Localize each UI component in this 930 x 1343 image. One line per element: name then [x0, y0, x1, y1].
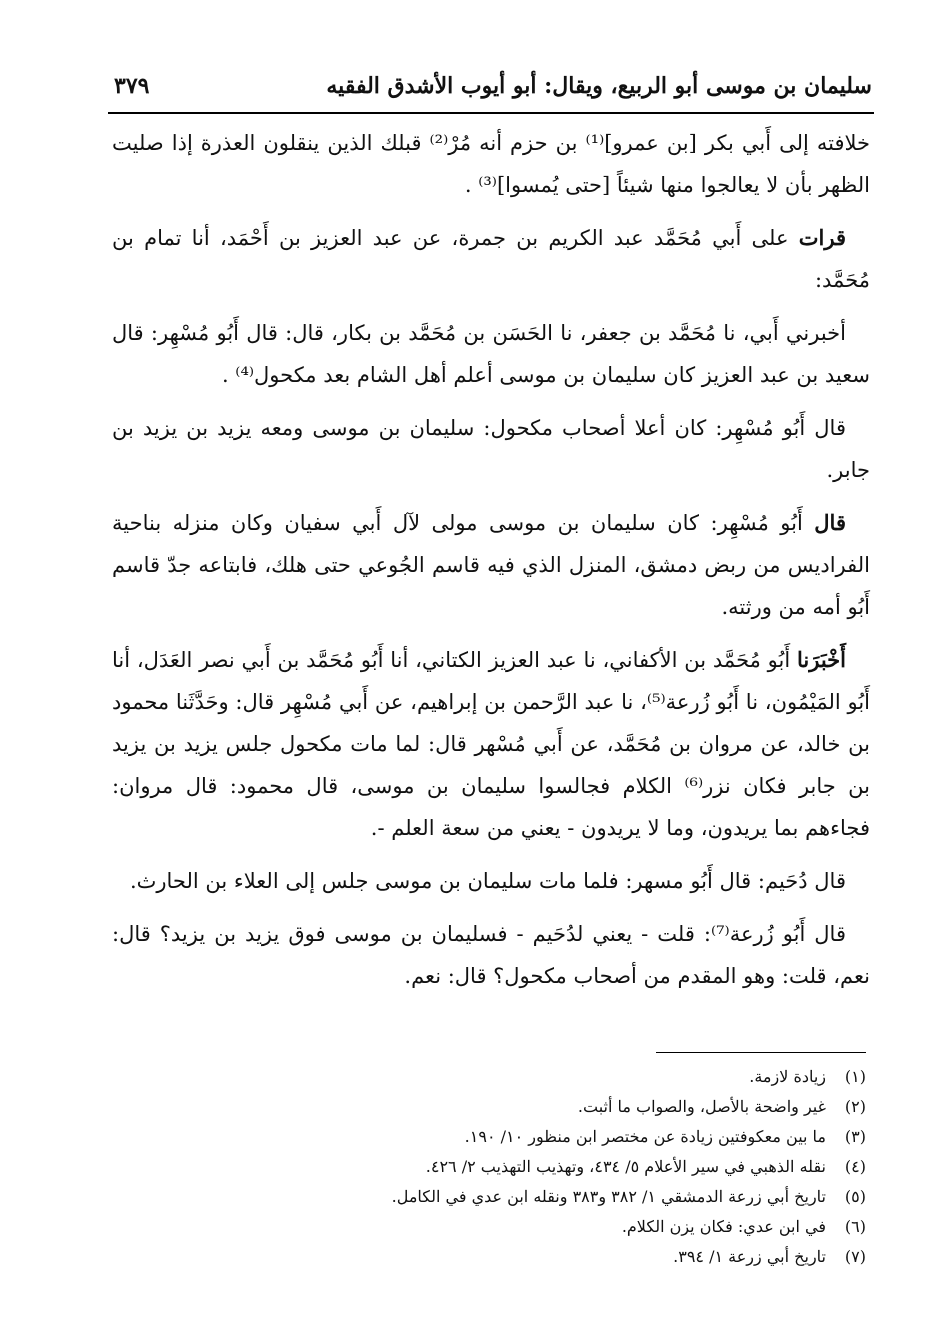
- running-header: [108, 68, 874, 114]
- paragraph-text: أَبُو مُحَمَّد بن الأكفاني، نا عبد العزيز الكتاني، أنا أَبُو مُحَمَّد بن أَبي نصر العَدَل، أنا أَبُو المَيْمُون، نا أَبُو زُرعة⁽⁵⁾، نا عبد الرَّحمن بن إبراهيم، عن أَبي مُسْهِر قال: وحَدَّثَنا محمود بن خالد، عن مروان بن مُحَمَّد، عن أَبي مُسْهر قال: لما مات مكحول جلس يزيد بن يزيد بن جابر فكان نزر⁽⁶⁾ الكلام فجالسوا سليمان بن موسى، قال محمود: قال مروان: فجاءهم بما يريدون، وما لا يريدون - يعني من سعة العلم -.: [112, 648, 870, 840]
- paragraph: [112, 407, 870, 491]
- footnote: [166, 1242, 866, 1272]
- paragraph: [112, 502, 870, 628]
- paragraph: [112, 312, 870, 396]
- footnote: [166, 1212, 866, 1242]
- paragraph-text: أَبُو مُسْهِر: كان سليمان بن موسى مولى لآل أَبي سفيان وكان منزله بناحية الفراديس من ربض دمشق، المنزل الذي فيه قاسم الجُوعي حتى هلك، فابتاعه جدّ قاسم أَبُو أمه من ورثته.: [112, 511, 870, 619]
- footnote-separator: [656, 1052, 866, 1053]
- paragraph: [112, 913, 870, 997]
- footnote-number: (١): [844, 1067, 866, 1086]
- footnote-number: (٧): [844, 1247, 866, 1266]
- paragraph-text: خلافته إلى أَبي بكر [بن عمرو]⁽¹⁾ بن حزم أنه مُرْ⁽²⁾ قبلك الذين ينقلون العذرة إذا صليت الظهر بأن لا يعالجوا منها شيئاً [حتى يُمسوا]⁽³⁾ .: [112, 131, 870, 197]
- paragraph: [112, 122, 870, 206]
- footnote-text: نقله الذهبي في سير الأعلام ٥/ ٤٣٤، وتهذيب التهذيب ٢/ ٤٢٦.: [425, 1157, 826, 1176]
- footnote: [166, 1092, 866, 1122]
- footnote-number: (٤): [844, 1157, 866, 1176]
- paragraph-text: قال أَبُو مُسْهِر: كان أعلا أصحاب مكحول: سليمان بن موسى ومعه يزيد بن يزيد بن جابر.: [112, 416, 870, 482]
- footnote-number: (٥): [844, 1187, 866, 1206]
- footnote-number: (٢): [844, 1097, 866, 1116]
- paragraph: [112, 639, 870, 849]
- footnote: [166, 1182, 866, 1212]
- footnote: [166, 1062, 866, 1092]
- footnote: [166, 1152, 866, 1182]
- footnote-text: ما بين معكوفتين زيادة عن مختصر ابن منظور ١٠/ ١٩٠.: [464, 1127, 826, 1146]
- paragraph-text: قال دُحَيم: قال أَبُو مسهر: فلما مات سليمان بن موسى جلس إلى العلاء بن الحارث.: [129, 869, 846, 893]
- running-title: سليمان بن موسى أبو الربيع، ويقال: أبو أيوب الأشدق الفقيه: [326, 73, 872, 99]
- paragraph-text: قال أَبُو زُرعة⁽⁷⁾: قلت - يعني لدُحَيم - فسليمان بن موسى فوق يزيد بن يزيد؟ قال: نعم، قلت: وهو المقدم من أصحاب مكحول؟ قال: نعم.: [112, 922, 870, 988]
- footnote-text: زيادة لازمة.: [749, 1067, 826, 1086]
- main-text: [112, 122, 870, 1008]
- footnotes: [166, 1062, 866, 1272]
- paragraph: [112, 860, 870, 902]
- paragraph: [112, 217, 870, 301]
- paragraph-lead-word: قال: [814, 510, 846, 535]
- page-number: ٣٧٩: [114, 73, 150, 99]
- footnote-number: (٣): [844, 1127, 866, 1146]
- paragraph-lead-word: قرات: [798, 225, 846, 250]
- paragraph-text: أخبرني أَبي، نا مُحَمَّد بن جعفر، نا الحَسَن بن مُحَمَّد بن بكار، قال: قال أَبُو مُسْهِر: قال سعيد بن عبد العزيز كان سليمان بن موسى أعلم أهل الشام بعد مكحول⁽⁴⁾ .: [112, 321, 870, 387]
- paragraph-lead-word: أَخْبَرَنا: [797, 647, 846, 672]
- footnote-text: غير واضحة بالأصل، والصواب ما أثبت.: [577, 1097, 826, 1116]
- footnote-text: في ابن عدي: فكان يزن الكلام.: [621, 1217, 826, 1236]
- paragraph-text: على أَبي مُحَمَّد عبد الكريم بن جمرة، عن عبد العزيز بن أَحْمَد، أنا تمام بن مُحَمَّد:: [112, 226, 870, 292]
- footnote: [166, 1122, 866, 1152]
- footnote-text: تاريخ أبي زرعة ١/ ٣٩٤.: [673, 1247, 826, 1266]
- footnote-number: (٦): [844, 1217, 866, 1236]
- footnote-text: تاريخ أبي زرعة الدمشقي ١/ ٣٨٢ و٣٨٣ ونقله ابن عدي في الكامل.: [391, 1187, 826, 1206]
